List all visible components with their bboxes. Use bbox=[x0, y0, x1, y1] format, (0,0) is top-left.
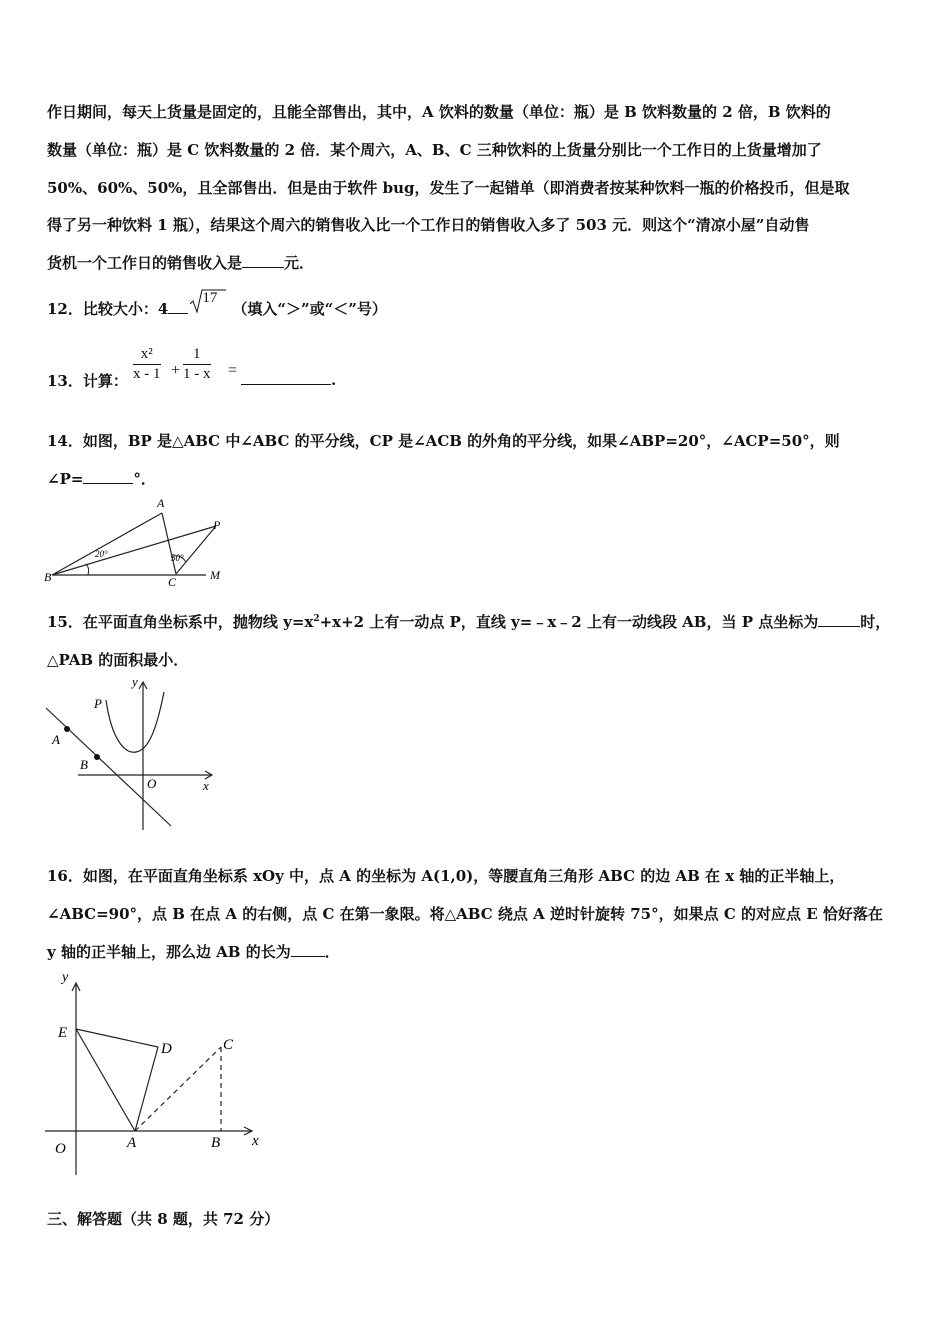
q11-answer-blank bbox=[242, 253, 284, 268]
q13-number: 13． bbox=[47, 372, 83, 390]
q13-frac1-numerator: x² bbox=[133, 346, 161, 365]
segment-DA bbox=[135, 1047, 158, 1131]
q11-line-2: 数量（单位：瓶）是 C 饮料数量的 2 倍．某个周六，A、B、C 三种饮料的上货量分别比一个工作日的上货量增加了 bbox=[47, 141, 822, 159]
q14-number: 14． bbox=[47, 432, 83, 450]
label-E: E bbox=[58, 1025, 68, 1041]
q13-frac2-denominator: 1 - x bbox=[183, 366, 211, 382]
point-A bbox=[64, 726, 70, 732]
label-y: y bbox=[62, 970, 69, 985]
label-y: y bbox=[132, 674, 138, 689]
line-y-neg-x-minus-2 bbox=[46, 708, 171, 826]
q15-line-2: △PAB 的面积最小． bbox=[47, 651, 189, 669]
q11-line-5-text: 货机一个工作日的销售收入是 bbox=[47, 254, 243, 272]
point-B bbox=[94, 754, 100, 760]
q14-text-1: 如图，BP 是△ABC 中∠ABC 的平分线，CP 是∠ACB 的外角的平分线，如果∠ABP=20°，∠ACP=50°，则 bbox=[82, 432, 840, 450]
q12-instruction: （填入“＞”或“＜”号） bbox=[232, 300, 387, 318]
segment-EA bbox=[76, 1029, 135, 1131]
q12-sqrt bbox=[188, 290, 226, 314]
label-D: D bbox=[161, 1041, 172, 1057]
q12-radicand: 17 bbox=[202, 290, 218, 306]
q16-number: 16． bbox=[47, 867, 83, 885]
angle-ABP-arc bbox=[86, 564, 89, 575]
q13-frac2-numerator: 1 bbox=[183, 346, 211, 365]
q13-answer-blank bbox=[241, 370, 331, 385]
q12-answer-blank bbox=[168, 299, 188, 314]
q11-line-5-end: 元． bbox=[284, 254, 315, 272]
q14-line-2 bbox=[47, 468, 156, 489]
label-x: x bbox=[252, 1133, 259, 1149]
q13 bbox=[47, 370, 128, 391]
q15-figure bbox=[40, 672, 230, 837]
q14-figure bbox=[40, 495, 240, 587]
q13-text: 计算： bbox=[82, 372, 128, 390]
segment-AC bbox=[162, 513, 176, 574]
label-A: A bbox=[127, 1135, 137, 1151]
q15-answer-blank bbox=[818, 612, 860, 627]
segment-AC-dashed bbox=[135, 1047, 221, 1131]
angle-label-50: 50° bbox=[171, 553, 184, 563]
q15-text-1: 在平面直角坐标系中，抛物线 y=x bbox=[82, 613, 314, 631]
q13-fraction-2 bbox=[183, 346, 211, 383]
q13-equals: = bbox=[228, 362, 238, 379]
q11-line-5 bbox=[47, 252, 314, 273]
q11-line-3: 50%、60%、50%，且全部售出．但是由于软件 bug，发生了一起错单（即消费者按某种饮料一瓶的价格投币，但是取 bbox=[47, 179, 850, 197]
q12-number: 12． bbox=[47, 300, 83, 318]
q11-line-1: 作日期间，每天上货量是固定的，且能全部售出，其中，A 饮料的数量（单位：瓶）是 B 饮料数量的 2 倍，B 饮料的 bbox=[47, 103, 831, 121]
q14-text-2-end: °． bbox=[133, 470, 156, 488]
q13-end: . bbox=[331, 371, 337, 389]
q16-text-3-end: ． bbox=[324, 943, 340, 961]
label-O: O bbox=[55, 1141, 66, 1157]
q16-figure bbox=[40, 965, 280, 1180]
q15-text-2: +x+2 上有一动点 P，直线 y=﹣x﹣2 上有一动线段 AB，当 P 点坐标为 bbox=[319, 613, 819, 631]
q13-answer bbox=[241, 370, 336, 389]
q13-frac1-denominator: x - 1 bbox=[133, 366, 161, 382]
q16-line-3 bbox=[47, 941, 340, 962]
segment-BA bbox=[52, 513, 162, 575]
q12-text: 比较大小：4 bbox=[82, 300, 169, 318]
segment-ED bbox=[76, 1029, 158, 1047]
q14-text-2: ∠P= bbox=[47, 470, 84, 488]
label-O: O bbox=[147, 776, 157, 791]
label-x: x bbox=[203, 778, 209, 793]
label-C: C bbox=[168, 575, 177, 589]
label-A: A bbox=[157, 496, 165, 510]
q11-line-4: 得了另一种饮料 1 瓶），结果这个周六的销售收入比一个工作日的销售收入多了 503 元．则这个“清凉小屋”自动售 bbox=[47, 216, 810, 234]
label-B: B bbox=[44, 570, 52, 584]
q16-text-1: 如图，在平面直角坐标系 xOy 中，点 A 的坐标为 A(1,0)，等腰直角三角形 ABC 的边 AB 在 x 轴的正半轴上， bbox=[82, 867, 845, 885]
q13-fraction-1 bbox=[133, 346, 161, 383]
q14-line-1 bbox=[47, 430, 840, 451]
angle-label-20: 20° bbox=[95, 549, 108, 559]
q16-answer-blank bbox=[291, 942, 325, 957]
q13-plus: + bbox=[171, 362, 181, 379]
section-3-heading: 三、解答题（共 8 题，共 72 分） bbox=[47, 1210, 280, 1228]
q16-text-3: y 轴的正半轴上，那么边 AB 的长为 bbox=[47, 943, 291, 961]
q15-superscript: 2 bbox=[313, 614, 320, 624]
segment-CP bbox=[176, 526, 216, 574]
q15-number: 15． bbox=[47, 613, 83, 631]
q15-line-1 bbox=[47, 611, 890, 632]
label-B: B bbox=[211, 1135, 221, 1151]
label-M: M bbox=[210, 568, 220, 582]
label-P: P bbox=[213, 518, 221, 532]
label-A: A bbox=[52, 732, 60, 747]
label-B: B bbox=[80, 757, 88, 772]
q16-line-2: ∠ABC=90°，点 B 在点 A 的右侧，点 C 在第一象限。将△ABC 绕点 A 逆时针旋转 75°，如果点 C 的对应点 E 恰好落在 bbox=[47, 905, 883, 923]
q12 bbox=[47, 290, 387, 319]
q14-answer-blank bbox=[83, 469, 133, 484]
q15-text-3: 时， bbox=[860, 613, 891, 631]
label-C: C bbox=[223, 1037, 234, 1053]
segment-BP bbox=[52, 526, 216, 575]
q16-line-1 bbox=[47, 865, 844, 886]
label-P: P bbox=[94, 696, 102, 711]
parabola bbox=[106, 692, 164, 752]
